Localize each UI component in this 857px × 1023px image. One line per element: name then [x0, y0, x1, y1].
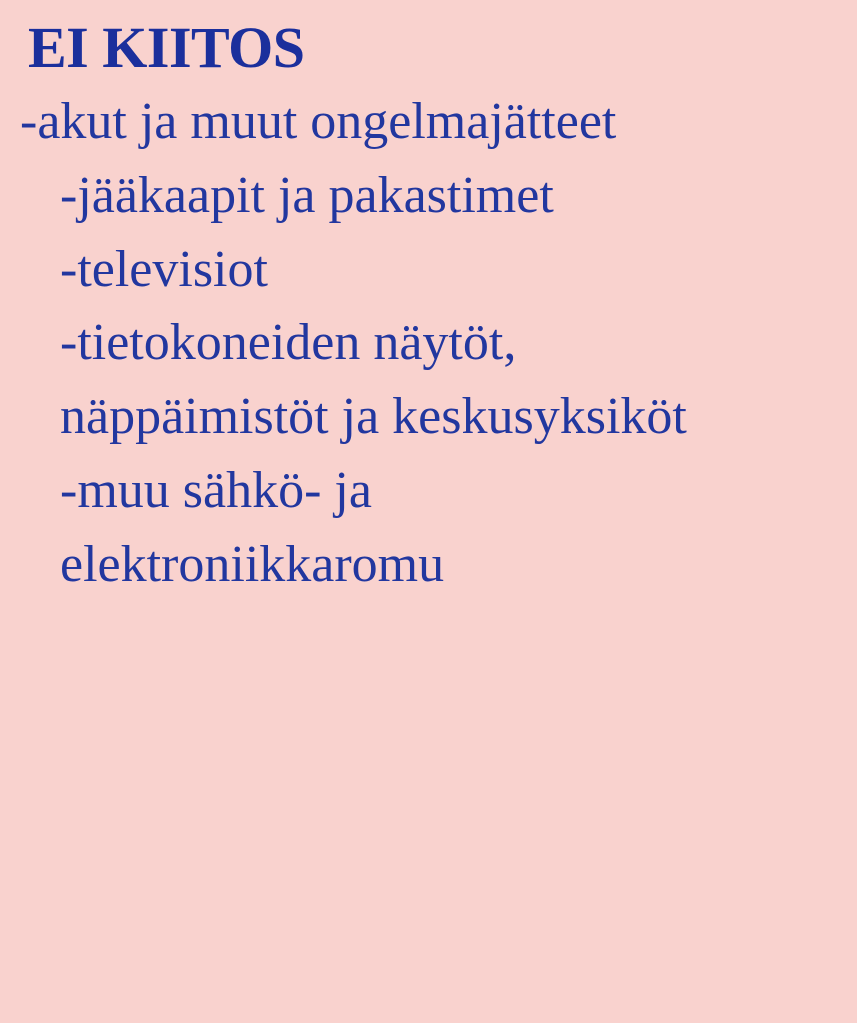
list-item: -muu sähkö- ja: [60, 462, 372, 520]
list-item: näppäimistöt ja keskusyksiköt: [60, 388, 687, 446]
list-item: -tietokoneiden näytöt,: [60, 314, 517, 372]
page-title: EI KIITOS: [28, 15, 305, 80]
list-item: -televisiot: [60, 240, 268, 298]
list-item: elektroniikkaromu: [60, 535, 445, 593]
rejected-items-list: [20, 85, 837, 602]
list-item: -akut ja muut ongelmajätteet: [20, 92, 617, 150]
list-item: -jääkaapit ja pakastimet: [60, 166, 554, 224]
